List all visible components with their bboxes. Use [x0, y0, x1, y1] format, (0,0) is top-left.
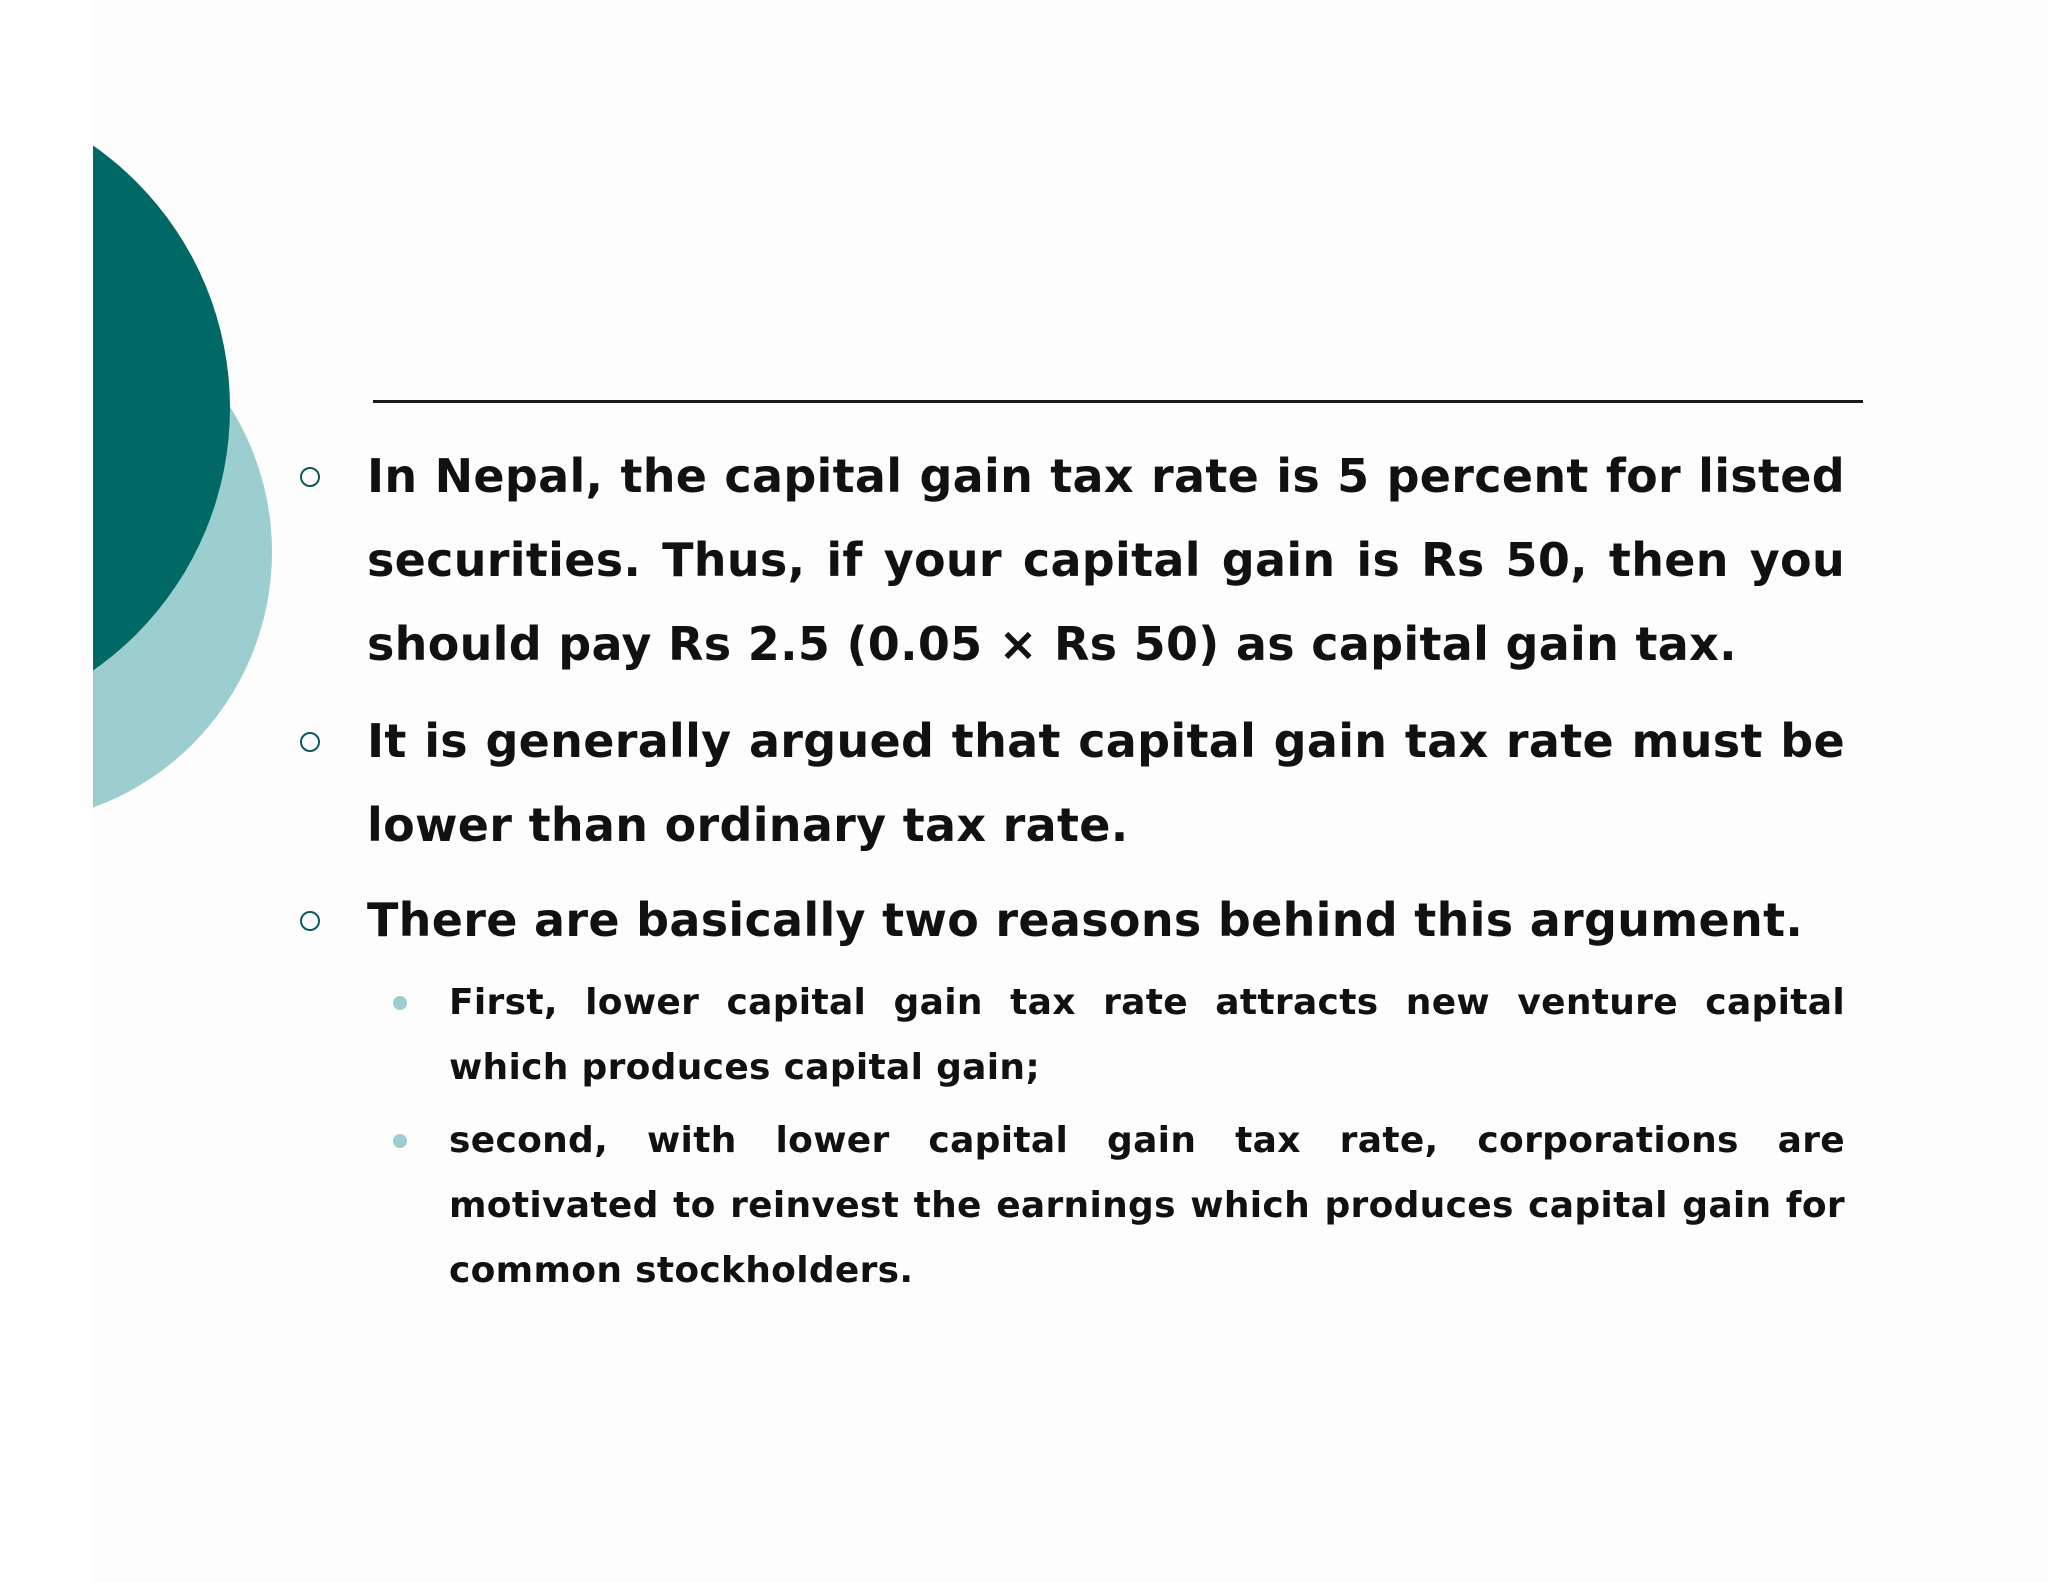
bullet-2: It is generally argued that capital gain tax rate must be lower than ordinary tax rate. [367, 714, 1845, 852]
sub-bullet-2: second, with lower capital gain tax rate, corporations are motivated to reinvest the earnings which produces capital gain for common stockholders. [449, 1120, 1845, 1291]
bullet-ring-icon-3 [300, 911, 320, 931]
bullet-3: There are basically two reasons behind this argument. [367, 893, 1804, 947]
bullet-1: In Nepal, the capital gain tax rate is 5 percent for listed securities. Thus, if your capital gain is Rs 50, then you should pay Rs 2.5 (0.05 × Rs 50) as capital gain tax. [367, 449, 1845, 671]
bullet-ring-icon-2 [300, 732, 320, 752]
bullet-ring-icon-1 [300, 467, 320, 487]
sub-bullet-dot-icon-1 [393, 996, 407, 1010]
sub-bullet-dot-icon-2 [393, 1134, 407, 1148]
sub-bullet-1: First, lower capital gain tax rate attracts new venture capital which produces capital gain; [449, 982, 1845, 1088]
